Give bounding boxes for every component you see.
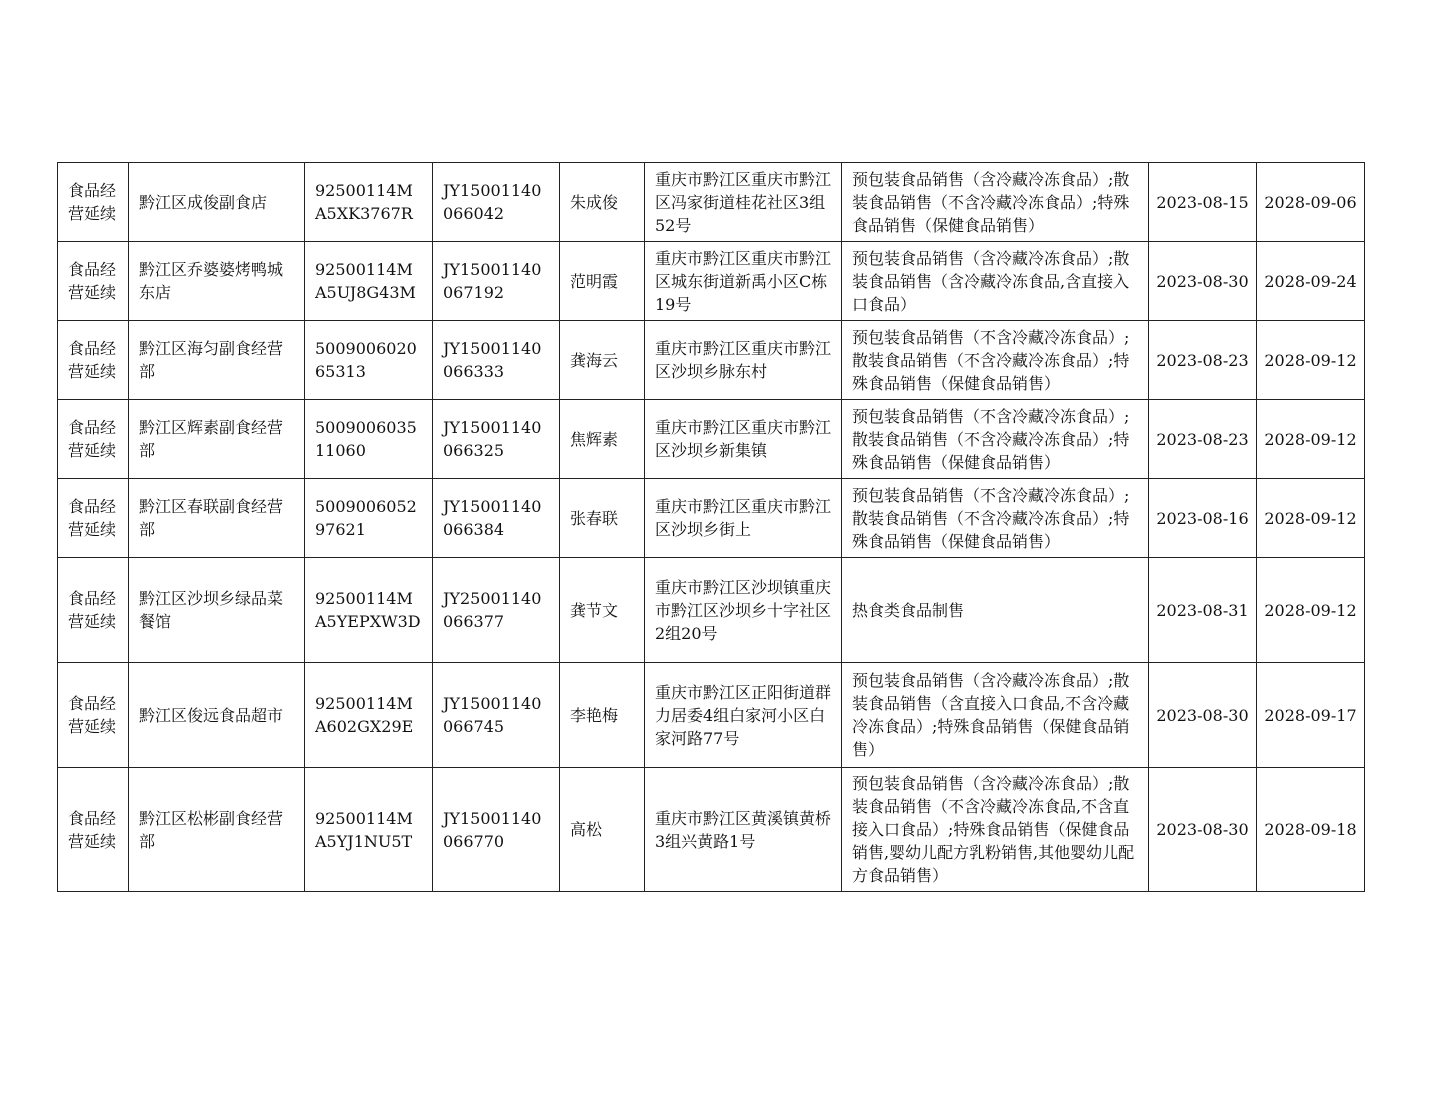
expire-date: 2028-09-18 bbox=[1257, 768, 1365, 892]
expire-date: 2028-09-06 bbox=[1257, 163, 1365, 242]
business-scope: 预包装食品销售（不含冷藏冷冻食品）;散装食品销售（不含冷藏冷冻食品）;特殊食品销售（保健食品销售） bbox=[842, 321, 1149, 400]
legal-person: 龚节文 bbox=[560, 558, 645, 663]
license-number: JY15001140066325 bbox=[433, 400, 560, 479]
business-name: 黔江区辉素副食经营部 bbox=[129, 400, 305, 479]
business-address: 重庆市黔江区重庆市黔江区沙坝乡街上 bbox=[645, 479, 842, 558]
license-number: JY15001140066384 bbox=[433, 479, 560, 558]
business-address: 重庆市黔江区正阳街道群力居委4组白家河小区白家河路77号 bbox=[645, 663, 842, 768]
expire-date: 2028-09-12 bbox=[1257, 479, 1365, 558]
business-name: 黔江区松彬副食经营部 bbox=[129, 768, 305, 892]
business-address: 重庆市黔江区重庆市黔江区冯家街道桂花社区3组52号 bbox=[645, 163, 842, 242]
issue-date: 2023-08-30 bbox=[1149, 242, 1257, 321]
business-scope: 热食类食品制售 bbox=[842, 558, 1149, 663]
credit-code: 500900603511060 bbox=[305, 400, 433, 479]
legal-person: 高松 bbox=[560, 768, 645, 892]
license-number: JY15001140066770 bbox=[433, 768, 560, 892]
legal-person: 朱成俊 bbox=[560, 163, 645, 242]
credit-code: 92500114MA5XK3767R bbox=[305, 163, 433, 242]
issue-date: 2023-08-23 bbox=[1149, 321, 1257, 400]
license-number: JY15001140067192 bbox=[433, 242, 560, 321]
issue-date: 2023-08-30 bbox=[1149, 768, 1257, 892]
license-number: JY25001140066377 bbox=[433, 558, 560, 663]
credit-code: 92500114MA602GX29E bbox=[305, 663, 433, 768]
expire-date: 2028-09-12 bbox=[1257, 400, 1365, 479]
issue-date: 2023-08-15 bbox=[1149, 163, 1257, 242]
table-row bbox=[58, 768, 1365, 892]
record-type: 食品经营延续 bbox=[58, 400, 129, 479]
license-number: JY15001140066333 bbox=[433, 321, 560, 400]
business-scope: 预包装食品销售（不含冷藏冷冻食品）;散装食品销售（不含冷藏冷冻食品）;特殊食品销售（保健食品销售） bbox=[842, 400, 1149, 479]
business-address: 重庆市黔江区重庆市黔江区城东街道新禹小区C栋19号 bbox=[645, 242, 842, 321]
record-type: 食品经营延续 bbox=[58, 663, 129, 768]
table-row bbox=[58, 242, 1365, 321]
license-records-table bbox=[57, 162, 1365, 892]
expire-date: 2028-09-24 bbox=[1257, 242, 1365, 321]
credit-code: 500900605297621 bbox=[305, 479, 433, 558]
credit-code: 92500114MA5UJ8G43M bbox=[305, 242, 433, 321]
table-row bbox=[58, 321, 1365, 400]
business-name: 黔江区俊远食品超市 bbox=[129, 663, 305, 768]
table-row bbox=[58, 163, 1365, 242]
legal-person: 龚海云 bbox=[560, 321, 645, 400]
business-scope: 预包装食品销售（含冷藏冷冻食品）;散装食品销售（含直接入口食品,不含冷藏冷冻食品）;特殊食品销售（保健食品销售） bbox=[842, 663, 1149, 768]
table-row bbox=[58, 479, 1365, 558]
business-name: 黔江区乔婆婆烤鸭城东店 bbox=[129, 242, 305, 321]
record-type: 食品经营延续 bbox=[58, 768, 129, 892]
business-name: 黔江区成俊副食店 bbox=[129, 163, 305, 242]
business-address: 重庆市黔江区重庆市黔江区沙坝乡新集镇 bbox=[645, 400, 842, 479]
table-row bbox=[58, 663, 1365, 768]
legal-person: 张春联 bbox=[560, 479, 645, 558]
business-name: 黔江区海匀副食经营部 bbox=[129, 321, 305, 400]
business-scope: 预包装食品销售（含冷藏冷冻食品）;散装食品销售（含冷藏冷冻食品,含直接入口食品） bbox=[842, 242, 1149, 321]
business-name: 黔江区春联副食经营部 bbox=[129, 479, 305, 558]
record-type: 食品经营延续 bbox=[58, 558, 129, 663]
expire-date: 2028-09-12 bbox=[1257, 321, 1365, 400]
legal-person: 李艳梅 bbox=[560, 663, 645, 768]
record-type: 食品经营延续 bbox=[58, 479, 129, 558]
record-type: 食品经营延续 bbox=[58, 242, 129, 321]
table-row bbox=[58, 400, 1365, 479]
credit-code: 500900602065313 bbox=[305, 321, 433, 400]
credit-code: 92500114MA5YJ1NU5T bbox=[305, 768, 433, 892]
record-type: 食品经营延续 bbox=[58, 321, 129, 400]
issue-date: 2023-08-31 bbox=[1149, 558, 1257, 663]
business-name: 黔江区沙坝乡绿品菜餐馆 bbox=[129, 558, 305, 663]
business-address: 重庆市黔江区沙坝镇重庆市黔江区沙坝乡十字社区2组20号 bbox=[645, 558, 842, 663]
legal-person: 焦辉素 bbox=[560, 400, 645, 479]
table-row bbox=[58, 558, 1365, 663]
business-scope: 预包装食品销售（含冷藏冷冻食品）;散装食品销售（不含冷藏冷冻食品,不含直接入口食品）;特殊食品销售（保健食品销售,婴幼儿配方乳粉销售,其他婴幼儿配方食品销售） bbox=[842, 768, 1149, 892]
issue-date: 2023-08-30 bbox=[1149, 663, 1257, 768]
expire-date: 2028-09-17 bbox=[1257, 663, 1365, 768]
issue-date: 2023-08-23 bbox=[1149, 400, 1257, 479]
legal-person: 范明霞 bbox=[560, 242, 645, 321]
business-address: 重庆市黔江区重庆市黔江区沙坝乡脉东村 bbox=[645, 321, 842, 400]
license-number: JY15001140066042 bbox=[433, 163, 560, 242]
business-scope: 预包装食品销售（不含冷藏冷冻食品）;散装食品销售（不含冷藏冷冻食品）;特殊食品销售（保健食品销售） bbox=[842, 479, 1149, 558]
business-address: 重庆市黔江区黄溪镇黄桥3组兴黄路1号 bbox=[645, 768, 842, 892]
issue-date: 2023-08-16 bbox=[1149, 479, 1257, 558]
license-number: JY15001140066745 bbox=[433, 663, 560, 768]
expire-date: 2028-09-12 bbox=[1257, 558, 1365, 663]
business-scope: 预包装食品销售（含冷藏冷冻食品）;散装食品销售（不含冷藏冷冻食品）;特殊食品销售（保健食品销售） bbox=[842, 163, 1149, 242]
credit-code: 92500114MA5YEPXW3D bbox=[305, 558, 433, 663]
record-type: 食品经营延续 bbox=[58, 163, 129, 242]
